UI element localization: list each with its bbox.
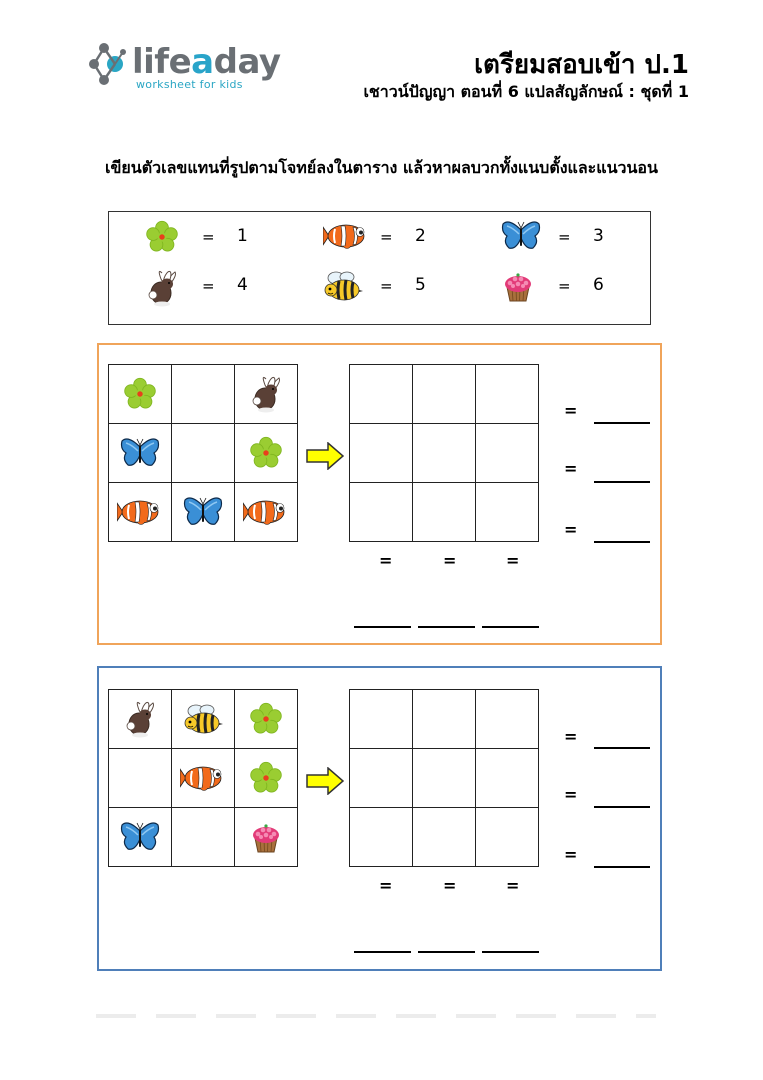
flower-icon <box>145 220 179 254</box>
row-sum-equals: = <box>564 727 578 746</box>
legend-box <box>108 211 651 325</box>
butterfly-icon <box>120 821 160 853</box>
answer-cell[interactable] <box>350 808 413 867</box>
legend-item-butterfly <box>501 218 671 258</box>
grid-cell <box>109 690 172 749</box>
column-sum-equals: = <box>443 551 457 570</box>
clownfish-icon <box>117 496 163 528</box>
answer-cell[interactable] <box>476 749 539 808</box>
column-sum-blank[interactable] <box>354 951 411 953</box>
grid-cell <box>235 424 298 483</box>
row-sum-blank[interactable] <box>594 866 650 868</box>
clownfish-icon <box>180 762 226 794</box>
row-sum-equals: = <box>564 459 578 478</box>
grid-cell <box>109 808 172 867</box>
legend-value: 2 <box>415 226 426 246</box>
answer-cell[interactable] <box>350 365 413 424</box>
answer-grid-2[interactable] <box>349 689 539 867</box>
answer-cell[interactable] <box>476 690 539 749</box>
grid-cell <box>172 749 235 808</box>
row-sum-equals: = <box>564 401 578 420</box>
grid-cell <box>172 690 235 749</box>
column-sum-blank[interactable] <box>418 951 475 953</box>
picture-grid-2 <box>108 689 298 867</box>
column-sum-equals: = <box>379 551 393 570</box>
column-sum-blank[interactable] <box>482 626 539 628</box>
page-subtitle: เชาวน์ปัญญา ตอนที่ 6 แปลสัญลักษณ์ : ชุดที่ 1 <box>363 82 689 101</box>
flower-icon <box>249 761 283 795</box>
answer-cell[interactable] <box>413 808 476 867</box>
legend-item-flower <box>145 218 315 258</box>
column-sum-blank[interactable] <box>354 626 411 628</box>
grid-cell <box>109 365 172 424</box>
butterfly-icon <box>501 220 541 252</box>
flower-icon <box>249 436 283 470</box>
row-sum-blank[interactable] <box>594 481 650 483</box>
logo-wordmark: lifeaday <box>132 42 281 82</box>
row-sum-blank[interactable] <box>594 747 650 749</box>
grid-cell <box>109 483 172 542</box>
answer-cell[interactable] <box>413 424 476 483</box>
grid-cell <box>172 808 235 867</box>
grid-cell <box>235 365 298 424</box>
answer-cell[interactable] <box>413 483 476 542</box>
legend-butterfly-icon <box>501 220 537 256</box>
cupcake-icon <box>249 820 283 854</box>
faint-footer-line <box>96 1014 656 1018</box>
answer-cell[interactable] <box>476 424 539 483</box>
grid-cell <box>109 749 172 808</box>
answer-cell[interactable] <box>350 690 413 749</box>
legend-equals: = <box>380 277 393 295</box>
answer-cell[interactable] <box>350 424 413 483</box>
row-sum-blank[interactable] <box>594 541 650 543</box>
grid-cell <box>235 808 298 867</box>
answer-cell[interactable] <box>476 365 539 424</box>
row-sum-equals: = <box>564 785 578 804</box>
legend-rabbit-icon <box>145 269 181 305</box>
legend-equals: = <box>202 277 215 295</box>
legend-value: 6 <box>593 275 604 295</box>
legend-item-bee <box>323 267 493 307</box>
cupcake-icon <box>501 269 535 303</box>
rabbit-icon <box>145 269 179 307</box>
grid-cell <box>109 424 172 483</box>
column-sum-blank[interactable] <box>418 626 475 628</box>
grid-cell <box>235 483 298 542</box>
clownfish-icon <box>323 220 369 252</box>
row-sum-blank[interactable] <box>594 422 650 424</box>
legend-equals: = <box>558 277 571 295</box>
legend-item-rabbit <box>145 267 315 307</box>
legend-equals: = <box>558 228 571 246</box>
flower-icon <box>123 377 157 411</box>
legend-item-cupcake <box>501 267 671 307</box>
flower-icon <box>249 702 283 736</box>
legend-cupcake-icon <box>501 269 537 305</box>
answer-cell[interactable] <box>476 808 539 867</box>
instruction-text: เขียนตัวเลขแทนที่รูปตามโจทย์ลงในตาราง แล้วหาผลบวกทั้งแนบตั้งและแนวนอน <box>105 158 658 177</box>
answer-grid-1[interactable] <box>349 364 539 542</box>
legend-value: 4 <box>237 275 248 295</box>
legend-clownfish-icon <box>323 220 359 256</box>
grid-cell <box>235 749 298 808</box>
answer-cell[interactable] <box>413 749 476 808</box>
grid-cell <box>172 424 235 483</box>
rabbit-icon <box>249 375 283 413</box>
bee-icon <box>323 269 363 303</box>
grid-cell <box>172 483 235 542</box>
column-sum-blank[interactable] <box>482 951 539 953</box>
bee-icon <box>183 702 223 736</box>
picture-grid-1 <box>108 364 298 542</box>
legend-flower-icon <box>145 220 181 256</box>
row-sum-equals: = <box>564 520 578 539</box>
legend-equals: = <box>202 228 215 246</box>
grid-cell <box>172 365 235 424</box>
row-sum-equals: = <box>564 845 578 864</box>
legend-value: 3 <box>593 226 604 246</box>
answer-cell[interactable] <box>350 749 413 808</box>
legend-equals: = <box>380 228 393 246</box>
page-title: เตรียมสอบเข้า ป.1 <box>474 50 689 80</box>
column-sum-equals: = <box>506 551 520 570</box>
legend-item-clownfish <box>323 218 493 258</box>
legend-value: 5 <box>415 275 426 295</box>
column-sum-equals: = <box>506 876 520 895</box>
column-sum-equals: = <box>379 876 393 895</box>
answer-cell[interactable] <box>476 483 539 542</box>
logo-molecule-icon <box>82 40 134 92</box>
right-arrow-icon <box>306 767 344 795</box>
answer-cell[interactable] <box>413 365 476 424</box>
butterfly-icon <box>183 496 223 528</box>
logo-tagline: worksheet for kids <box>136 78 243 91</box>
rabbit-icon <box>123 700 157 738</box>
column-sum-equals: = <box>443 876 457 895</box>
answer-cell[interactable] <box>350 483 413 542</box>
logo <box>82 40 281 96</box>
right-arrow-icon <box>306 442 344 470</box>
butterfly-icon <box>120 437 160 469</box>
clownfish-icon <box>243 496 289 528</box>
legend-bee-icon <box>323 269 359 305</box>
answer-cell[interactable] <box>413 690 476 749</box>
legend-value: 1 <box>237 226 248 246</box>
row-sum-blank[interactable] <box>594 806 650 808</box>
grid-cell <box>235 690 298 749</box>
